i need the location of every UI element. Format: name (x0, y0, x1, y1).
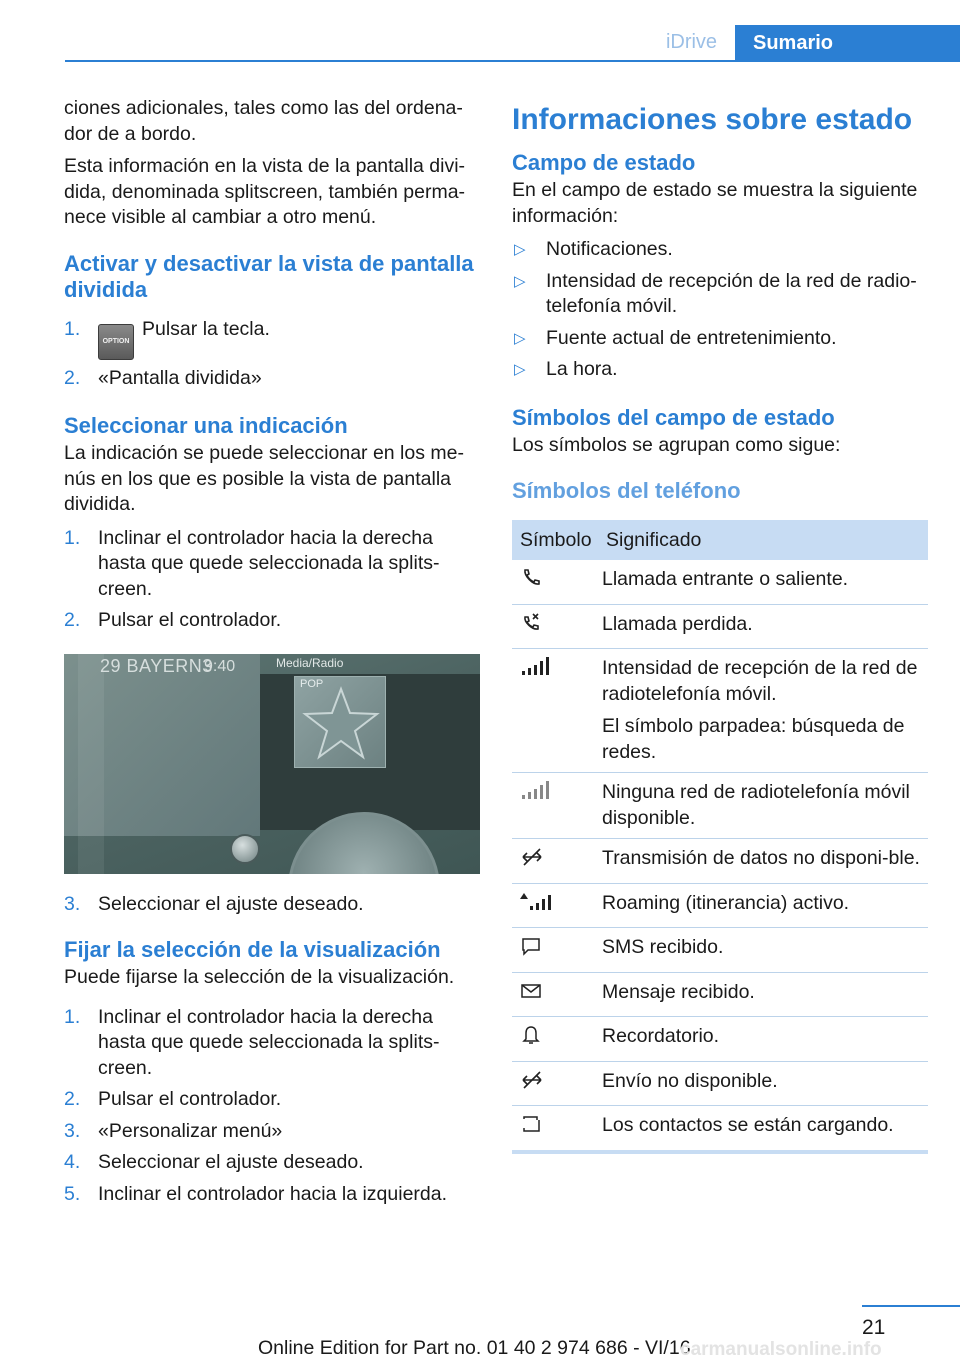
list-item (64, 317, 480, 360)
intro-paragraph-1: ciones adicionales, tales como las del ordena‐dor de a bordo. (64, 97, 463, 145)
list-item (64, 892, 480, 918)
bullet-text: La hora. (546, 358, 618, 380)
status-field-intro: En el campo de estado se muestra la siguiente información: (512, 179, 918, 227)
step-number: 2. (64, 366, 81, 389)
status-symbols-intro: Los símbolos se agrupan como sigue: (512, 433, 841, 456)
table-row (512, 649, 928, 773)
heading-select-display: Seleccionar una indicación (64, 413, 348, 438)
header-tab-sumario[interactable]: Sumario (735, 25, 960, 62)
list-item (64, 608, 480, 634)
list-item (64, 1150, 480, 1176)
table-row (512, 773, 928, 839)
table-row (512, 1017, 928, 1062)
data-unavailable-icon (520, 846, 544, 868)
symbol-meaning: Llamada entrante o saliente. (602, 560, 928, 604)
column-header-symbol: Símbolo (512, 520, 602, 560)
phone-symbols-table (512, 520, 928, 1154)
signal-strength-icon (520, 656, 550, 678)
bullet-text: Fuente actual de entretenimiento. (546, 326, 837, 349)
missed-call-icon (520, 612, 542, 634)
activate-steps (64, 317, 480, 392)
select-intro: La indicación se puede seleccionar en los me‐nús en los que es posible la vista de pantalla dividida. (64, 442, 464, 515)
symbol-meaning: Roaming (itinerancia) activo. (602, 883, 928, 928)
triangle-bullet-icon: ▷ (514, 329, 526, 347)
step-number: 3. (64, 892, 81, 915)
symbol-meaning: Envío no disponible. (602, 1061, 928, 1106)
header-tab-idrive[interactable]: iDrive (665, 31, 718, 53)
step-number: 5. (64, 1182, 81, 1205)
heading-phone-symbols: Símbolos del teléfono (512, 478, 741, 503)
list-item (64, 1182, 480, 1208)
screen-media-label: Media/Radio (276, 655, 344, 670)
controller-knob (230, 834, 260, 864)
splitscreen-photo (64, 654, 480, 874)
bell-icon (520, 1024, 542, 1046)
symbol-meaning: Ninguna red de radiotelefonía móvil disponible. (602, 773, 928, 839)
step-text: Pulsar el controlador. (98, 1088, 282, 1110)
symbol-meaning: Llamada perdida. (602, 604, 928, 649)
step-text: Inclinar el controlador hacia la derecha hasta que quede seleccionada la splits‐creen. (98, 1005, 440, 1079)
option-key-icon: OPTION (98, 324, 134, 360)
heading-status-symbols: Símbolos del campo de estado (512, 404, 835, 430)
symbol-meaning: Transmisión de datos no disponi‐ble. (602, 839, 928, 884)
table-row (512, 972, 928, 1017)
step-number: 1. (64, 317, 81, 340)
step-number: 2. (64, 609, 81, 631)
list-item (512, 326, 928, 352)
bullet-text: Intensidad de recepción de la red de radio‐telefonía móvil. (546, 269, 917, 317)
left-column (64, 96, 480, 1213)
table-row (512, 560, 928, 604)
symbol-meaning: Intensidad de recepción de la red de radiotelefonía móvil. (602, 657, 918, 705)
page-number: 21 (862, 1316, 886, 1339)
step-number: 2. (64, 1088, 81, 1110)
triangle-bullet-icon: ▷ (514, 361, 526, 378)
heading-activate-split: Activar y desactivar la vista de pantalla dividida (64, 250, 474, 302)
step-number: 3. (64, 1119, 81, 1142)
screen-time-label: 9:40 (204, 657, 236, 675)
footer-edition: Online Edition for Part no. 01 40 2 974 686 - VI/16 (258, 1337, 691, 1359)
contacts-loading-icon (520, 1113, 542, 1135)
footer-rule (862, 1305, 960, 1307)
list-item (512, 269, 928, 320)
list-item (64, 1005, 480, 1082)
status-field-list (512, 237, 928, 383)
table-row (512, 839, 928, 884)
select-step-3 (64, 892, 480, 918)
sms-icon (520, 935, 542, 957)
table-row (512, 883, 928, 928)
header-rule (65, 60, 960, 62)
right-column (512, 96, 928, 1154)
star-icon (295, 677, 387, 769)
list-item (64, 526, 480, 603)
symbol-meaning: Recordatorio. (602, 1017, 928, 1062)
symbol-meaning: Mensaje recibido. (602, 972, 928, 1017)
list-item (512, 357, 928, 383)
table-row (512, 1061, 928, 1106)
symbol-meaning-extra: El símbolo parpadea: búsqueda de redes. (602, 715, 905, 763)
list-item (64, 1119, 480, 1145)
step-text: Pulsar la tecla. (142, 317, 270, 340)
step-text: «Personalizar menú» (98, 1119, 283, 1142)
fix-steps (64, 1005, 480, 1208)
fix-intro: Puede fijarse la selección de la visualización. (64, 966, 455, 988)
intro-paragraph-2: Esta información en la vista de la pantalla divi‐dida, denominada splitscreen, también perma‐nece visible al cambiar a otro menú. (64, 155, 466, 228)
table-row (512, 604, 928, 649)
step-text: «Pantalla dividida» (98, 366, 262, 389)
envelope-icon (520, 980, 542, 1002)
step-text: Seleccionar el ajuste deseado. (98, 892, 364, 915)
column-header-meaning: Significado (602, 520, 928, 560)
step-text: Pulsar el controlador. (98, 609, 282, 631)
list-item (64, 1087, 480, 1113)
symbol-meaning: Los contactos se están cargando. (602, 1106, 928, 1152)
screen-station-label: 29 BAYERN3 (100, 655, 213, 676)
step-text: Seleccionar el ajuste deseado. (98, 1151, 364, 1173)
roaming-icon (520, 891, 554, 913)
heading-status-field: Campo de estado (512, 150, 696, 175)
page-title: Informaciones sobre estado (512, 103, 913, 136)
step-text: Inclinar el controlador hacia la izquierda. (98, 1182, 448, 1205)
phone-icon (520, 567, 542, 589)
album-cover (294, 676, 386, 768)
table-row (512, 1106, 928, 1152)
list-item (512, 237, 928, 263)
symbol-meaning: SMS recibido. (602, 928, 928, 973)
triangle-bullet-icon: ▷ (514, 272, 526, 290)
triangle-bullet-icon: ▷ (514, 241, 526, 258)
no-signal-icon (520, 780, 550, 802)
select-steps (64, 526, 480, 634)
heading-fix-selection: Fijar la selección de la visualización (64, 937, 441, 962)
step-number: 4. (64, 1151, 81, 1173)
step-number: 1. (64, 1005, 81, 1028)
table-header-row (512, 520, 928, 560)
screen-stripe (78, 654, 104, 874)
list-item (64, 366, 480, 392)
step-text: Inclinar el controlador hacia la derecha hasta que quede seleccionada la splits‐creen. (98, 526, 440, 600)
send-unavailable-icon (520, 1069, 544, 1091)
step-number: 1. (64, 526, 81, 549)
watermark: carmanualsonline.info (680, 1339, 882, 1360)
album-label: POP (300, 677, 324, 690)
table-row (512, 928, 928, 973)
bullet-text: Notificaciones. (546, 238, 673, 260)
